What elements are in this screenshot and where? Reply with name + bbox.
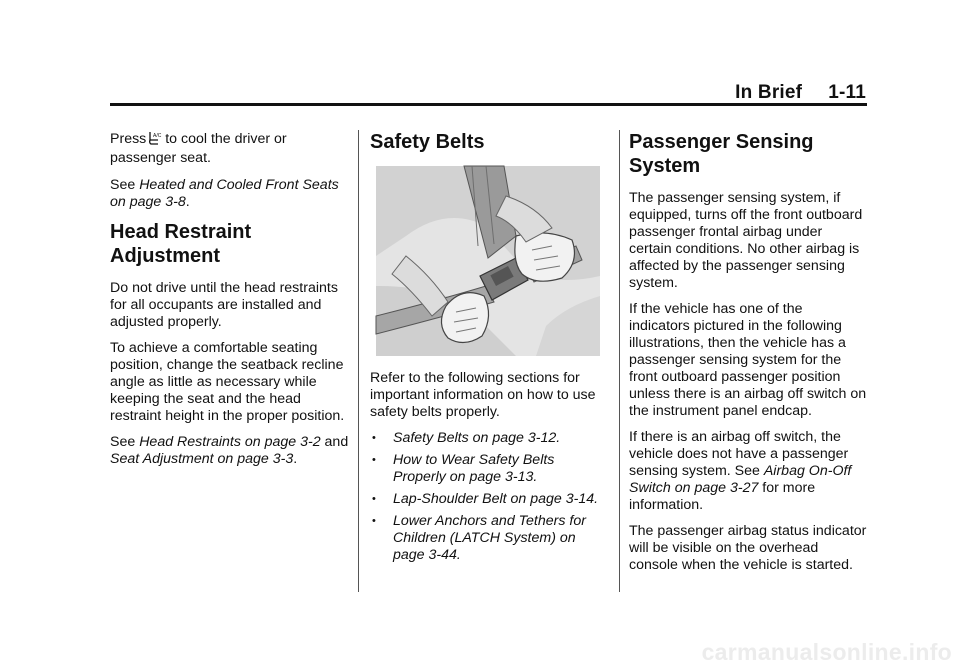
reference-link: Head Restraints on page 3-2 <box>139 434 321 450</box>
reference-link: How to Wear Safety Belts Properly on page 3-13 <box>393 452 555 485</box>
paragraph-head-restraint-2: To achieve a comfortable seating position, change the seatback recline angle as little as necessary while keeping the seat and the head restraint height in the proper position. <box>110 340 345 424</box>
reference-link: Heated and Cooled Front Seats on page 3-8 <box>110 177 339 210</box>
cooled-seat-paragraph: Press A/C to cool the driver or passenger seat. <box>110 131 287 166</box>
cooled-seat-icon <box>147 131 160 145</box>
svg-text:A/C: A/C <box>153 133 162 139</box>
column-left <box>110 130 350 477</box>
column-divider <box>619 130 620 592</box>
reference-link: Airbag On-Off Switch on page 3-27 <box>629 463 852 496</box>
safety-belts-intro: Refer to the following sections for important information on how to use safety belts properly. <box>370 370 596 420</box>
list-item: • How to Wear Safety Belts Properly on page 3-13. <box>372 452 555 485</box>
reference-link: Seat Adjustment on page 3-3 <box>110 451 294 467</box>
heading-head-restraint: Head Restraint Adjustment <box>110 221 252 267</box>
paragraph-passenger-sensing-3: If there is an airbag off switch, the vehicle does not have a passenger sensing system. See Airbag On-Off Switch on page 3-27 for more information. <box>629 429 852 513</box>
safety-belt-references <box>370 430 610 564</box>
safety-belt-buckle-illustration <box>376 166 600 356</box>
column-divider <box>358 130 359 592</box>
paragraph-passenger-sensing-2: If the vehicle has one of the indicators pictured in the following illustrations, then the vehicle has a passenger sensing system for the front outboard passenger position unless there is an airbag off switch on the instrument panel endcap. <box>629 301 867 419</box>
list-item: • Lower Anchors and Tethers for Children (LATCH System) on page 3-44. <box>372 513 586 563</box>
column-right <box>629 130 867 583</box>
paragraph-passenger-sensing-4: The passenger airbag status indicator will be visible on the overhead console when the vehicle is started. <box>629 523 867 573</box>
reference-link: Safety Belts on page 3-12 <box>393 430 557 446</box>
heading-safety-belts: Safety Belts <box>370 131 485 153</box>
paragraph-passenger-sensing-1: The passenger sensing system, if equipped, turns off the front outboard passenger frontal airbag under certain conditions. No other airbag is affected by the passenger sensing system. <box>629 190 863 291</box>
reference-link: Lower Anchors and Tethers for Children (LATCH System) on page 3-44 <box>393 513 586 563</box>
column-middle <box>370 130 610 569</box>
list-item: • Lap-Shoulder Belt on page 3-14. <box>372 491 599 507</box>
paragraph-head-restraint-1: Do not drive until the head restraints for all occupants are installed and adjusted properly. <box>110 280 338 330</box>
see-reference-seats: See Heated and Cooled Front Seats on page 3-8. <box>110 177 339 210</box>
watermark: carmanualsonline.info <box>701 639 952 665</box>
header-rule <box>110 103 867 106</box>
reference-link: Lap-Shoulder Belt on page 3-14 <box>393 491 595 507</box>
heading-passenger-sensing: Passenger Sensing System <box>629 131 814 177</box>
list-item: • Safety Belts on page 3-12. <box>372 430 561 446</box>
section-title: In Brief <box>735 82 803 103</box>
page-number: 1-11 <box>828 82 866 103</box>
see-reference-head-restraints: See Head Restraints on page 3-2 and Seat Adjustment on page 3-3. <box>110 434 349 467</box>
page-header <box>735 82 866 104</box>
